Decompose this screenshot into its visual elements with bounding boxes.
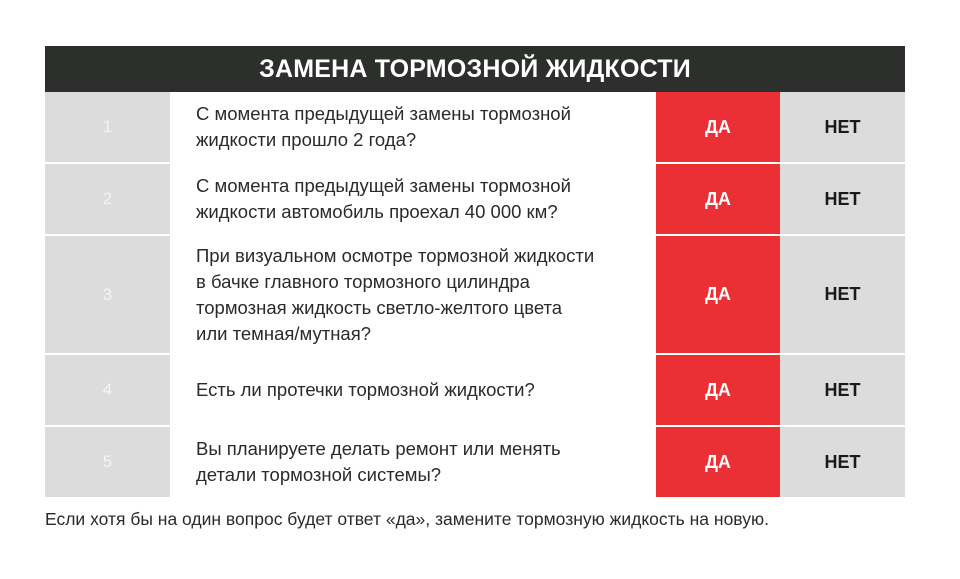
table-row-5 (45, 427, 905, 497)
question-line: Есть ли протечки тормозной жидкости? (196, 379, 535, 400)
yes-answer-button[interactable]: ДА (656, 355, 780, 425)
no-answer-button[interactable]: НЕТ (824, 284, 861, 304)
question-cell (170, 92, 656, 162)
row-number: 5 (102, 452, 113, 471)
row-number: 2 (102, 189, 113, 208)
no-answer-button[interactable]: НЕТ (824, 451, 861, 472)
no-answer-button[interactable]: НЕТ (824, 188, 861, 209)
question-line: жидкости автомобиль проехал 40 000 км? (196, 201, 558, 222)
row-number: 3 (102, 284, 113, 304)
no-answer-button[interactable]: НЕТ (824, 379, 861, 400)
table-row-3 (45, 236, 905, 355)
question-line: С момента предыдущей замены тормозной (196, 175, 571, 196)
question-line: При визуальном осмотре тормозной жидкости (196, 244, 595, 266)
question-cell (170, 427, 656, 497)
yes-answer-button[interactable]: ДА (656, 92, 780, 162)
table-row-1 (45, 92, 905, 164)
question-line: детали тормозной системы? (196, 464, 442, 485)
footnote: Если хотя бы на один вопрос будет ответ «да», замените тормозную жидкость на новую. (45, 509, 769, 529)
question-line: С момента предыдущей замены тормозной (196, 103, 571, 124)
question-cell (170, 355, 656, 425)
brake-fluid-checklist (45, 46, 905, 497)
yes-answer-button[interactable]: ДА (656, 427, 780, 497)
question-line: в бачке главного тормозного цилиндра (196, 270, 530, 292)
no-answer-button[interactable]: НЕТ (824, 116, 861, 137)
row-number: 4 (102, 380, 113, 399)
question-line: Вы планируете делать ремонт или менять (196, 438, 561, 459)
question-cell (170, 236, 656, 353)
table-row-2 (45, 164, 905, 236)
yes-answer-button[interactable]: ДА (656, 236, 780, 353)
question-line: или темная/мутная? (196, 322, 372, 344)
yes-answer-button[interactable]: ДА (656, 164, 780, 234)
row-number: 1 (102, 117, 113, 136)
question-cell (170, 164, 656, 234)
table-title: ЗАМЕНА ТОРМОЗНОЙ ЖИДКОСТИ (45, 46, 905, 92)
question-line: жидкости прошло 2 года? (196, 129, 417, 150)
table-row-4 (45, 355, 905, 427)
question-line: тормозная жидкость светло-желтого цвета (196, 296, 563, 318)
